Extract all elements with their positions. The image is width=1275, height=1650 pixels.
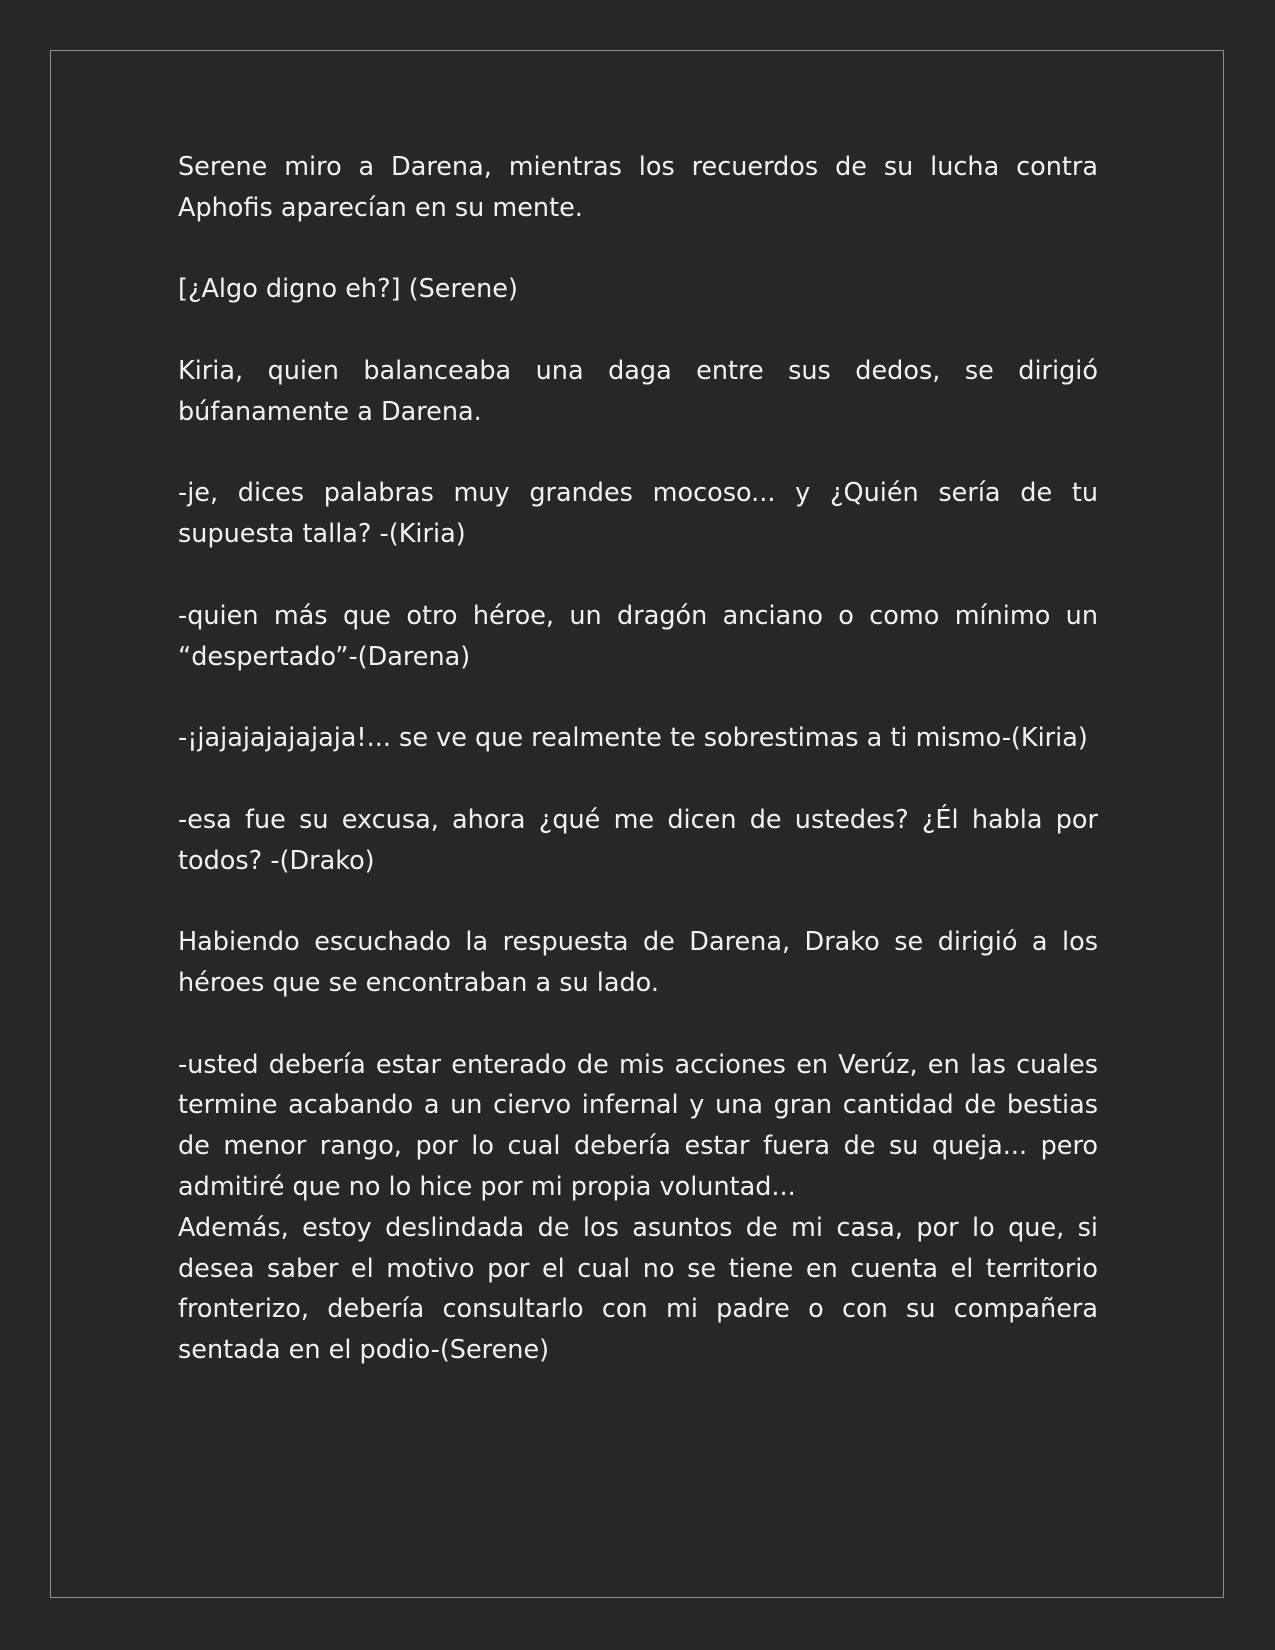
paragraph-thought-serene: [¿Algo digno eh?] (Serene) [178, 274, 518, 305]
paragraph-dialogue-kiria-1: -je, dices palabras muy grandes mocoso... y ¿Quién sería de tu supuesta talla? -(Kiria) [178, 478, 1098, 550]
text-column [178, 147, 1098, 1371]
paragraph-dialogue-serene-1: -usted debería estar enterado de mis acciones en Verúz, en las cuales termine acabando a un ciervo infernal y una gran cantidad de bestias de menor rango, por lo cual debería estar fuera de su queja... pero admitiré que no lo hice por mi propia voluntad... [178, 1049, 1098, 1202]
page-frame [50, 50, 1224, 1598]
paragraph-narration-1: Serene miro a Darena, mientras los recuerdos de su lucha contra Aphofis aparecían en su mente. [178, 152, 1098, 223]
paragraph-dialogue-drako: -esa fue su excusa, ahora ¿qué me dicen de ustedes? ¿Él habla por todos? -(Drako) [178, 804, 1098, 876]
paragraph-dialogue-darena: -quien más que otro héroe, un dragón anciano o como mínimo un “despertado”-(Darena) [178, 600, 1098, 672]
paragraph-narration-2: Kiria, quien balanceaba una daga entre sus dedos, se dirigió búfanamente a Darena. [178, 355, 1098, 427]
paragraph-dialogue-kiria-2: -¡jajajajajajaja!... se ve que realmente te sobrestimas a ti mismo-(Kiria) [178, 723, 1088, 754]
paragraph-dialogue-serene-2: Además, estoy deslindada de los asuntos de mi casa, por lo que, si desea saber el motivo por el cual no se tiene en cuenta el territorio fronterizo, debería consultarlo con mi padre o con su compañera sentada en el podio-(Serene) [178, 1212, 1098, 1366]
paragraph-narration-3: Habiendo escuchado la respuesta de Darena, Drako se dirigió a los héroes que se encontraban a su lado. [178, 927, 1098, 998]
